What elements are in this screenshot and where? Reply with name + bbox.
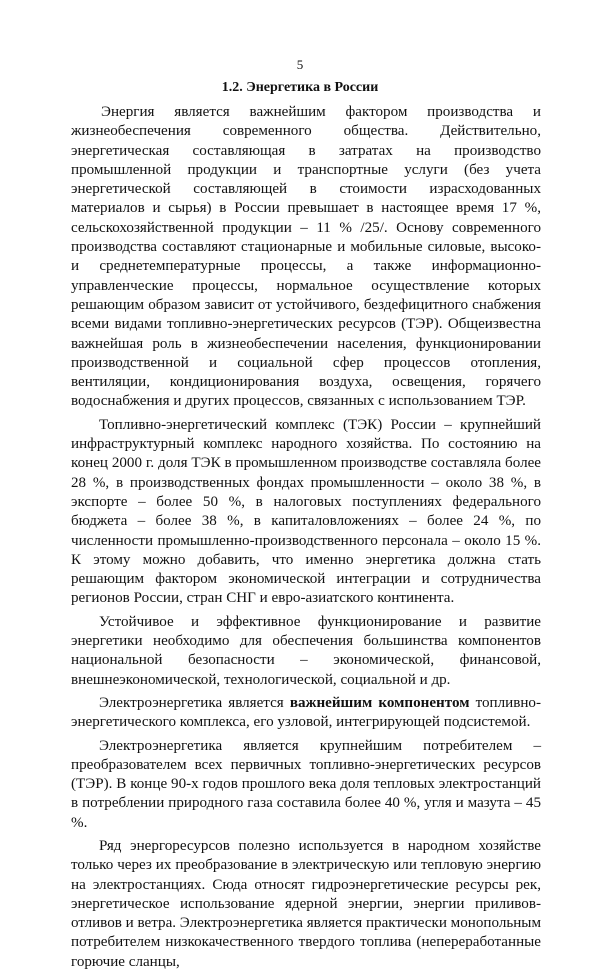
bold-phrase: важнейшим компонентом <box>289 694 470 711</box>
paragraph-energy-importance: Энергия является важнейшим фактором производства и жизнеобеспечения современного общества. Действительно, энергетическая составляющая в затратах на производство промышленной продукции и транспортные услуги (без учета энергетической составляющей в стоимости израсходованных материалов и сырья) в России превышает в настоящее время 17 %, сельскохозяйственной продукции – 11 % /25/. Основу современного производства составляют стационарные и мобильные силовые, высоко- и среднетемпературные процессы, а также информационно-управленческие процессы, нормальное осуществление которых решающим образом зависит от устойчивого, бездефицитного снабжения всеми видами топливно-энергетических ресурсов (ТЭР). Общеизвестна важнейшая роль в жизнеобеспечении населения, функционировании производственной и социальной сфер процессов отопления, вентиляции, кондиционирования воздуха, освещения, горячего водоснабжения и других процессов, связанных с использованием ТЭР. <box>71 104 541 410</box>
paragraph-power-consumer: Электроэнергетика является крупнейшим потребителем – преобразователем всех первичных топливно-энергетических ресурсов (ТЭР). В конце 90-х годов прошлого века доля тепловых электростанций в потреблении природного газа составила более 40 %, угля и мазута – 45 %. <box>71 737 541 831</box>
body-text <box>71 103 541 976</box>
page-number: 5 <box>296 57 304 72</box>
paragraph-tek: Топливно-энергетический комплекс (ТЭК) России – крупнейший инфраструктурный комплекс народного хозяйства. По состоянию на конец 2000 г. доля ТЭК в промышленном производстве составляла более 28 %, в производственных фондах промышленности – около 38 %, в экспорте – более 50 %, в налоговых поступлениях федерального бюджета – более 38 %, в капиталовложениях – более 24 %, по численности промышленно-производственного персонала – около 15 %. К этому можно добавить, что именно энергетика должна стать решающим фактором экономической интеграции и сотрудничества регионов России, стран СНГ и евро-азиатского континента. <box>71 416 541 607</box>
paragraph-power-component-end: топливно-энергетического комплекса, его узловой, интегрирующей подсистемой. <box>71 694 541 731</box>
paragraph-national-security: Устойчивое и эффективное функционирование и развитие энергетики необходимо для обеспечения большинства компонентов национальной безопасности – экономической, финансовой, внешнеэкономической, технологической, социальной и др. <box>71 613 541 688</box>
section-heading: 1.2. Энергетика в России <box>221 80 379 95</box>
paragraph-power-component <box>71 694 541 733</box>
paragraph-power-component-start: Электроэнергетика является <box>99 694 290 711</box>
paragraph-energy-resources: Ряд энергоресурсов полезно используется в народном хозяйстве только через их преобразование в электрическую или тепловую энергию на электростанциях. Сюда относят гидроэнергетические ресурсы рек, энергетическое использование ядерной энергии, энергии приливов-отливов и ветра. Электроэнергетика является практически монопольным потребителем низкокачественного твердого топлива (непереработанные горючие сланцы, <box>71 837 541 970</box>
